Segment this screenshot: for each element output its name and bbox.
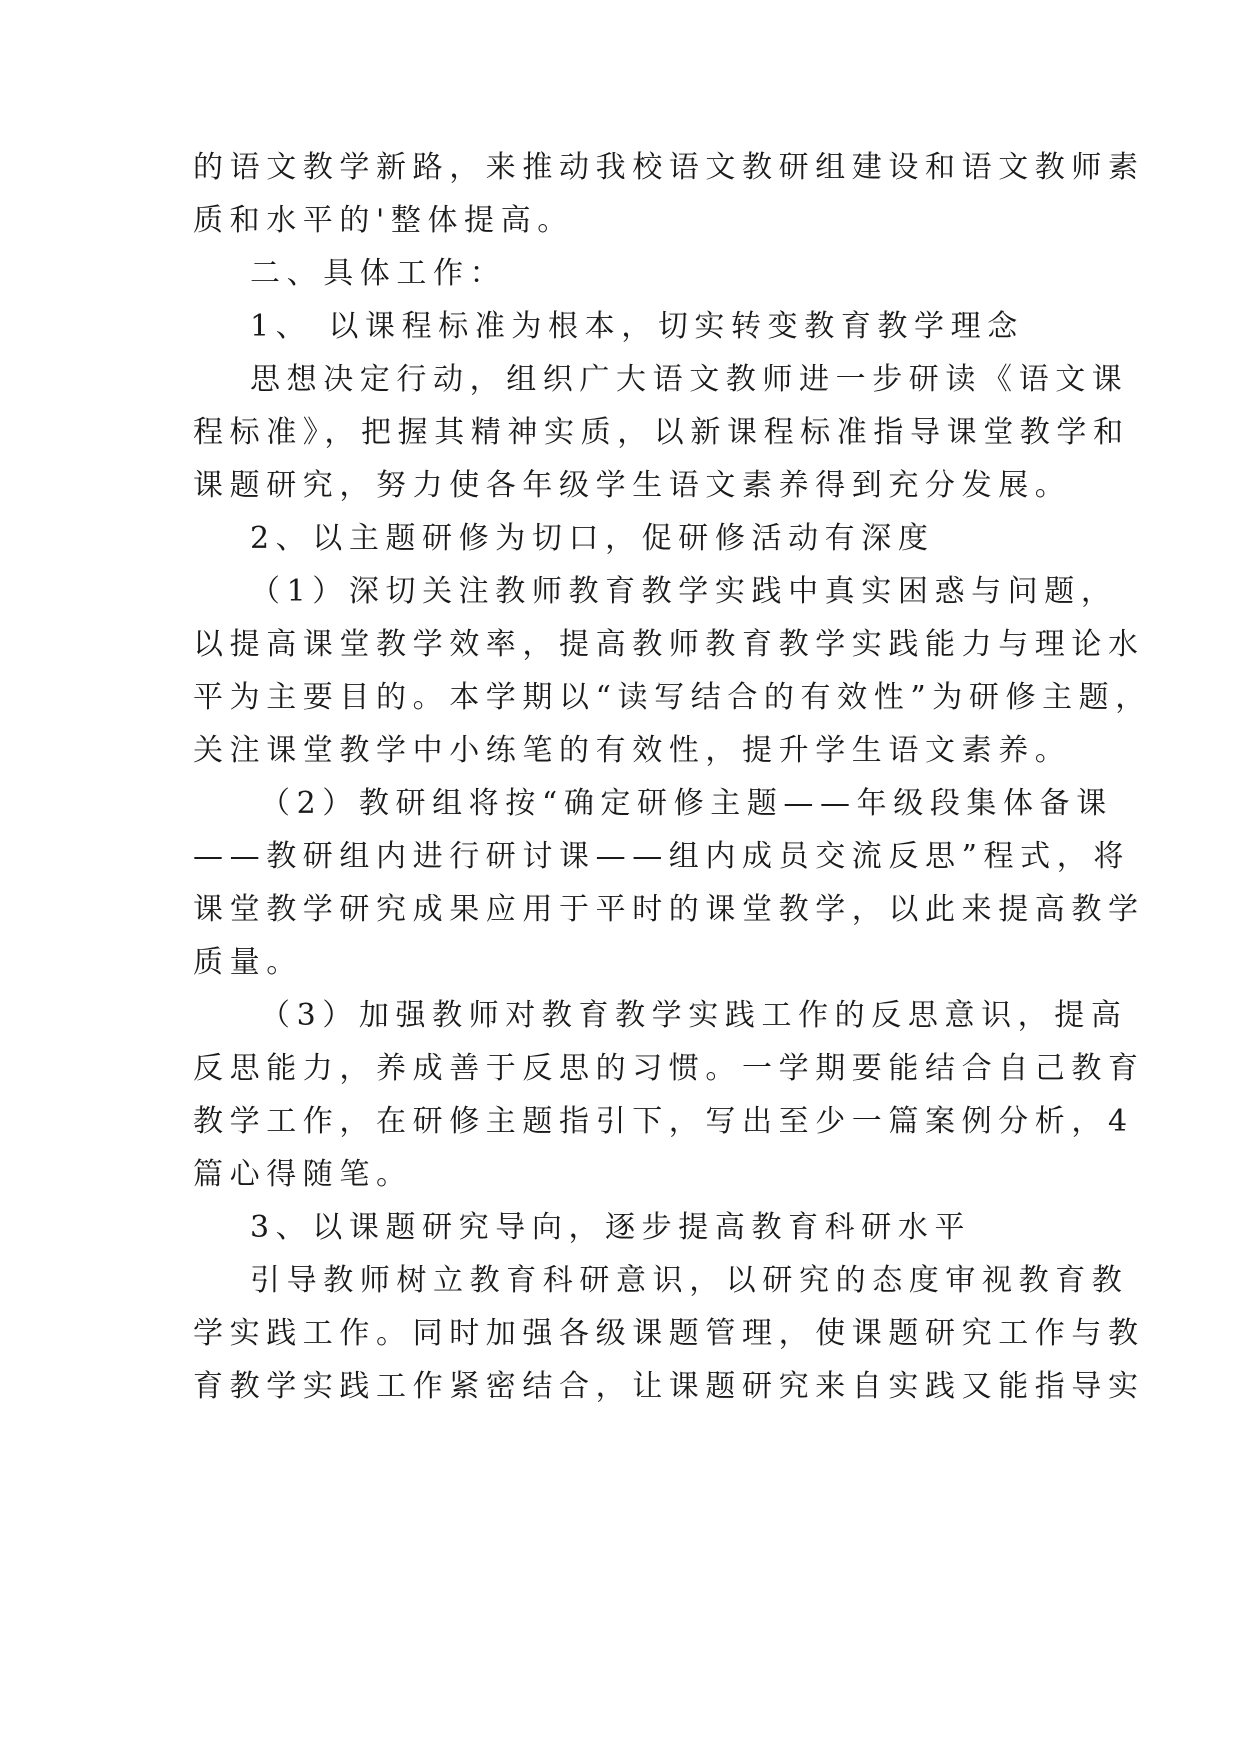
body-text-line: 学实践工作。同时加强各级课题管理，使课题研究工作与教 [193, 1316, 1145, 1351]
body-text-line: 思想决定行动，组织广大语文教师进一步研读《语文课 [250, 362, 1129, 397]
body-text-line: 关注课堂教学中小练笔的有效性，提升学生语文素养。 [193, 733, 1072, 768]
body-text-line: 反思能力，养成善于反思的习惯。一学期要能结合自己教育 [193, 1051, 1145, 1086]
body-text-line: 引导教师树立教育科研意识，以研究的态度审视教育教 [250, 1263, 1129, 1298]
body-text-line: 以提高课堂教学效率，提高教师教育教学实践能力与理论水 [193, 627, 1145, 662]
body-text-line: 质量。 [193, 945, 303, 980]
body-text-line: 课题研究，努力使各年级学生语文素养得到充分发展。 [193, 468, 1072, 503]
body-text-line: 课堂教学研究成果应用于平时的课堂教学，以此来提高教学 [193, 892, 1145, 927]
subsection-heading: 2、以主题研修为切口，促研修活动有深度 [250, 521, 935, 556]
body-text-line: 教学工作，在研修主题指引下，写出至少一篇案例分析，4 [193, 1104, 1134, 1139]
body-text-line: （1）深切关注教师教育教学实践中真实困惑与问题， [250, 574, 1118, 609]
body-text-line: 篇心得随笔。 [193, 1157, 413, 1192]
body-text-line: 程标准》，把握其精神实质，以新课程标准指导课堂教学和 [193, 415, 1130, 450]
subsection-heading: 1、 以课程标准为根本，切实转变教育教学理念 [250, 309, 1024, 344]
section-heading: 二、具体工作： [250, 256, 507, 291]
body-text-line: 的语文教学新路，来推动我校语文教研组建设和语文教师素 [193, 150, 1145, 185]
body-text-line: ——教研组内进行研讨课——组内成员交流反思”程式，将 [193, 839, 1130, 874]
body-text-line: 质和水平的'整体提高。 [193, 203, 574, 238]
body-text-line: （2）教研组将按“确定研修主题——年级段集体备课 [260, 786, 1113, 821]
body-text-line: 平为主要目的。本学期以“读写结合的有效性”为研修主题， [193, 680, 1152, 715]
body-text-line: 育教学实践工作紧密结合，让课题研究来自实践又能指导实 [193, 1369, 1145, 1404]
subsection-heading: 3、以课题研究导向，逐步提高教育科研水平 [250, 1210, 972, 1245]
body-text-line: （3）加强教师对教育教学实践工作的反思意识，提高 [260, 998, 1128, 1033]
